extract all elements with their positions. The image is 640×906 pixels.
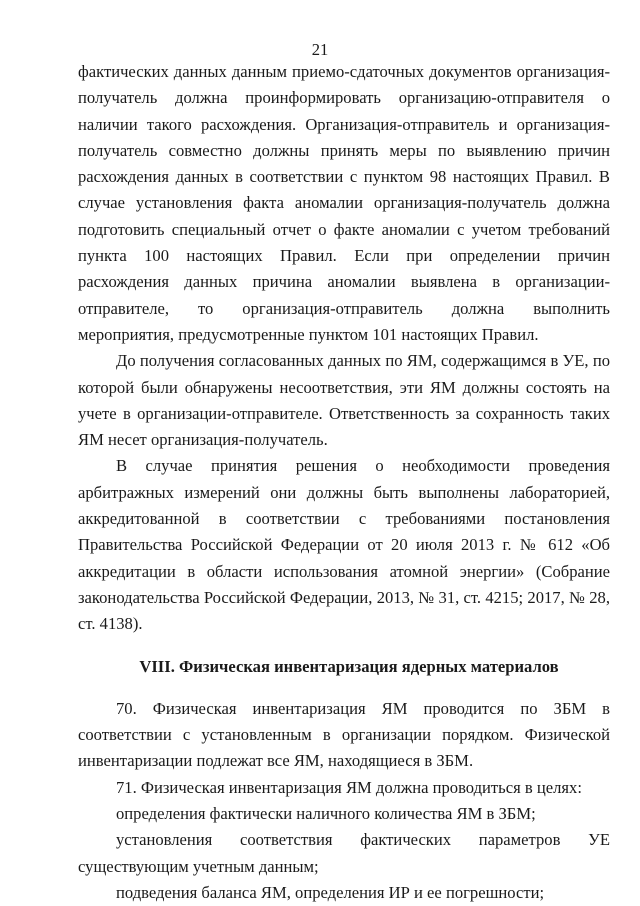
- page-number: 21: [311, 40, 329, 59]
- paragraph-continuation: фактических данных данным приемо-сдаточных документов организация-получатель должна проинформировать организацию-отправителя о наличии такого расхождения. Организация-отправитель и организация-получатель совместно должны принять меры по выявлению причин расхождения данных в соответствии с пунктом 98 настоящих Правил. В случае установления факта аномалии организация-получатель должна подготовить специальный отчет о факте аномалии с учетом требований пункта 100 настоящих Правил. Если при определении причин расхождения данных причина аномалии выявлена в организации-отправителе, то организация-отправитель должна выполнить мероприятия, предусмотренные пунктом 101 настоящих Правил.: [78, 62, 610, 344]
- section-gap: [78, 638, 610, 654]
- list-item-determine-quantity: определения фактически наличного количества ЯМ в ЗБМ;: [116, 804, 536, 824]
- section-gap: [78, 680, 610, 696]
- paragraph-arbitration: В случае принятия решения о необходимости проведения арбитражных измерений они должны быть выполнены лабораторией, аккредитованной в соответствии с требованиями постановления Правительства Российской Федерации от 20 июля 2013 г. № 612 «Об аккредитации в области использования атомной энергии» (Собрание законодательства Российской Федерации, 2013, № 31, ст. 4215; 2017, № 28, ст. 4138).: [78, 456, 610, 634]
- section-heading: VIII. Физическая инвентаризация ядерных материалов: [139, 656, 559, 676]
- paragraph-71: 71. Физическая инвентаризация ЯМ должна проводиться в целях:: [116, 777, 582, 797]
- paragraph-pending-data: До получения согласованных данных по ЯМ, содержащимся в УЕ, по которой были обнаружены несоответствия, эти ЯМ должны состоять на учете в организации-отправителе. Ответственность за сохранность таких ЯМ несет организация-получатель.: [78, 351, 610, 450]
- paragraph-70: 70. Физическая инвентаризация ЯМ проводится по ЗБМ в соответствии с установленным в организации порядком. Физической инвентаризации подлежат все ЯМ, находящиеся в ЗБМ.: [78, 698, 610, 771]
- document-body: [78, 59, 610, 906]
- list-item-balance: подведения баланса ЯМ, определения ИР и ее погрешности;: [116, 882, 545, 902]
- list-item-verify-parameters: установления соответствия фактических параметров УЕ существующим учетным данным;: [78, 830, 610, 876]
